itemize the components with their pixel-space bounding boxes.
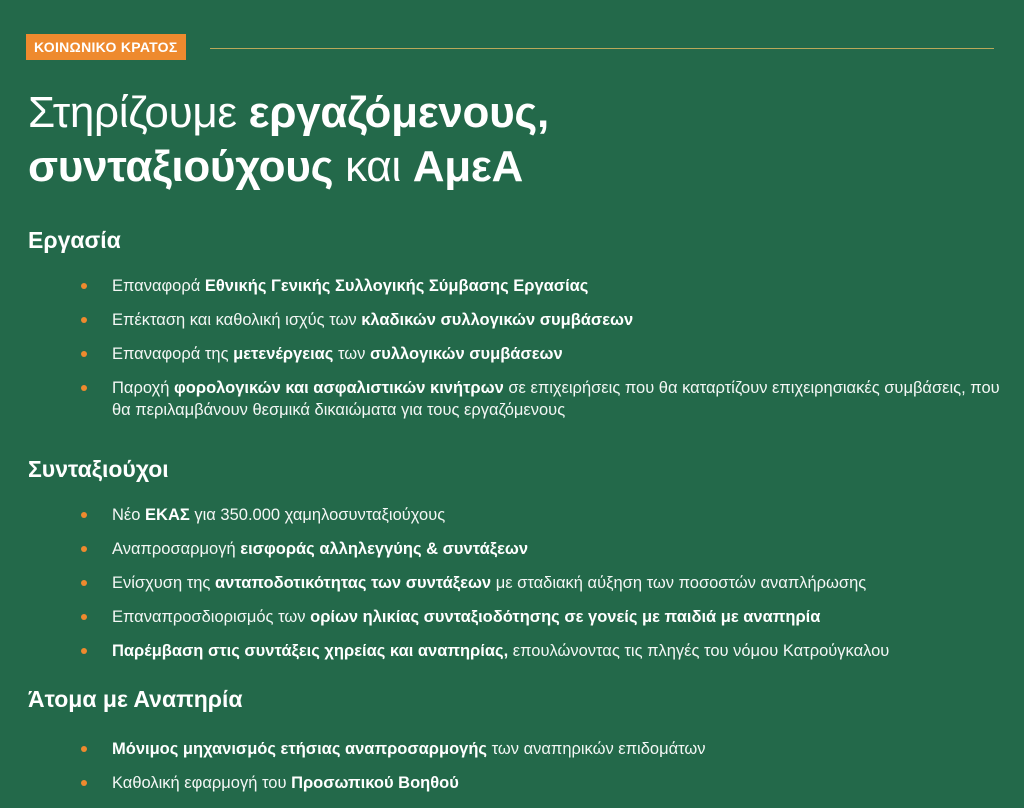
list-item-text: Αναπροσαρμογή — [112, 540, 241, 558]
list-item — [0, 275, 1024, 297]
headline-part: Στηρίζουμε — [28, 88, 249, 137]
bullet-dot-icon — [81, 580, 87, 586]
list-item — [0, 606, 1024, 628]
headline-part: ΑμεΑ — [412, 142, 523, 191]
list-item-text: ΕΚΑΣ — [145, 506, 190, 524]
list-item-text: Προσωπικού Βοηθού — [291, 774, 459, 792]
list-item-text: Παροχή — [112, 379, 174, 397]
section-title-syntaxiouxoi: Συνταξιούχοι — [28, 456, 169, 482]
list-item-text: των αναπηρικών επιδομάτων — [487, 740, 706, 758]
headline-part: και — [333, 142, 413, 191]
list-item-text: Καθολική εφαρμογή του — [112, 774, 292, 792]
list-item-text: Επέκταση και καθολική ισχύς των — [112, 311, 362, 329]
list-item — [0, 377, 1024, 421]
list-item-text: φορολογικών και ασφαλιστικών κινήτρων — [174, 379, 504, 397]
list-item-text: εισφοράς αλληλεγγύης & συντάξεων — [240, 540, 529, 558]
list-item-text: ορίων ηλικίας συνταξιοδότησης σε γονείς με παιδιά με αναπηρία — [310, 608, 821, 626]
bullet-dot-icon — [81, 614, 87, 620]
headline-part: εργαζόμενους, — [248, 88, 549, 137]
list-item-text: Επαναφορά — [112, 277, 205, 295]
bullet-dot-icon — [81, 648, 87, 654]
list-item — [0, 738, 1024, 760]
header-divider — [210, 48, 994, 49]
page-headline — [28, 86, 549, 194]
category-badge: ΚΟΙΝΩΝΙΚΟ ΚΡΑΤΟΣ — [26, 34, 186, 60]
list-item-text: Επαναφορά της — [112, 345, 234, 363]
bullet-dot-icon — [81, 385, 87, 391]
header-row — [26, 34, 994, 60]
list-item-text: Μόνιμος μηχανισμός ετήσιας αναπροσαρμογής — [112, 740, 488, 758]
list-item — [0, 309, 1024, 331]
list-item-text: Επαναπροσδιορισμός των — [112, 608, 311, 626]
syntaxiouxoi-list — [0, 504, 1024, 674]
bullet-dot-icon — [81, 351, 87, 357]
list-item — [0, 772, 1024, 794]
bullet-dot-icon — [81, 746, 87, 752]
list-item — [0, 343, 1024, 365]
bullet-dot-icon — [81, 546, 87, 552]
ergasia-list — [0, 275, 1024, 433]
list-item-text: Εθνικής Γενικής Συλλογικής Σύμβασης Εργασίας — [204, 277, 589, 295]
list-item-text: για 350.000 χαμηλοσυνταξιούχους — [189, 506, 446, 524]
bullet-dot-icon — [81, 283, 87, 289]
list-item — [0, 572, 1024, 594]
list-item — [0, 640, 1024, 662]
list-item-text: κλαδικών συλλογικών συμβάσεων — [361, 311, 634, 329]
list-item-text: με σταδιακή αύξηση των ποσοστών αναπλήρωσης — [491, 574, 867, 592]
list-item — [0, 504, 1024, 526]
section-title-ergasia: Εργασία — [28, 227, 121, 253]
amea-list — [0, 738, 1024, 806]
headline-part: συνταξιούχους — [28, 142, 334, 191]
list-item-text: των — [333, 345, 370, 363]
list-item-text: σε επιχειρήσεις που θα καταρτίζουν επιχειρησιακές συμβάσεις, που θα περιλαμβάνουν θεσμικά δικαιώματα για τους εργαζόμενους — [112, 379, 1000, 419]
bullet-dot-icon — [81, 512, 87, 518]
list-item — [0, 538, 1024, 560]
bullet-dot-icon — [81, 317, 87, 323]
list-item-text: συλλογικών συμβάσεων — [369, 345, 563, 363]
list-item-text: επουλώνοντας τις πληγές του νόμου Κατρούγκαλου — [508, 642, 890, 660]
list-item-text: Νέο — [112, 506, 146, 524]
list-item-text: μετενέργειας — [233, 345, 334, 363]
list-item-text: Παρέμβαση στις συντάξεις χηρείας και αναπηρίας, — [112, 642, 509, 660]
section-title-amea: Άτομα με Αναπηρία — [28, 686, 243, 712]
list-item-text: ανταποδοτικότητας των συντάξεων — [214, 574, 492, 592]
list-item-text: Ενίσχυση της — [112, 574, 215, 592]
bullet-dot-icon — [81, 780, 87, 786]
